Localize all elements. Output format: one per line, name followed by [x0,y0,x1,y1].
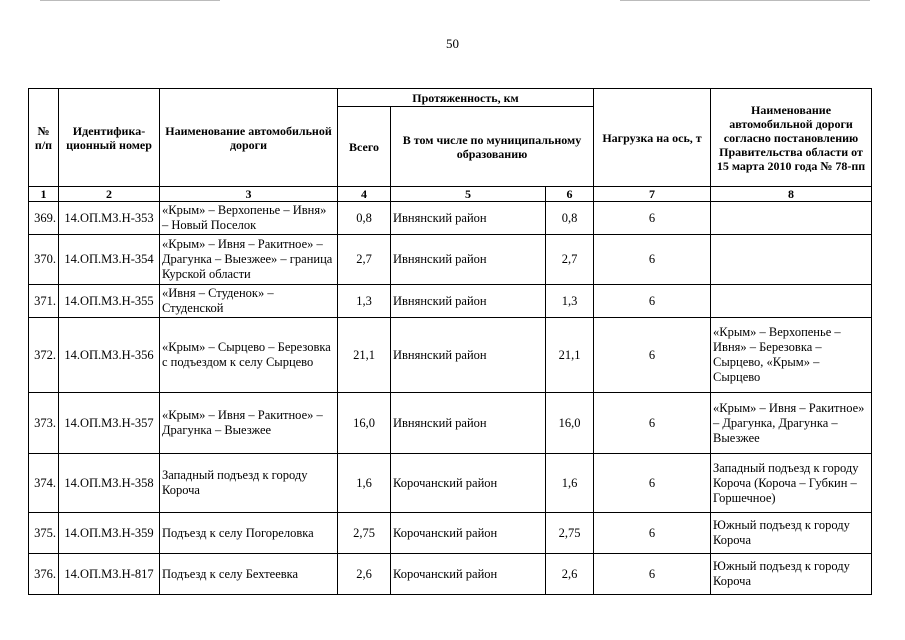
header-gov-name: Наименование автомобильной дороги согласно постановлению Правительства области от 15 марта 2010 года № 78-пп [711,89,872,187]
row-road-name: Подъезд к селу Бехтеевка [160,554,338,595]
row-gov-name: «Крым» – Ивня – Ракитное» – Драгунка, Драгунка – Выезжее [711,393,872,454]
row-road-name: «Крым» – Ивня – Ракитное» – Драгунка – Выезжее [160,393,338,454]
header-axle-load: Нагрузка на ось, т [594,89,711,187]
row-gov-name [711,202,872,235]
row-gov-name: «Крым» – Верхопенье – Ивня» – Березовка – Сырцево, «Крым» – Сырцево [711,318,872,393]
row-num: 370. [29,235,59,285]
row-km: 2,75 [546,513,594,554]
row-ident: 14.ОП.МЗ.Н-357 [59,393,160,454]
page-number: 50 [446,36,459,51]
header-total: Всего [338,107,391,187]
row-load: 6 [594,202,711,235]
row-km: 1,3 [546,285,594,318]
scan-top-edge [40,0,220,1]
row-total: 21,1 [338,318,391,393]
header-ident: Идентифика-ционный номер [59,89,160,187]
row-num: 374. [29,454,59,513]
row-ident: 14.ОП.МЗ.Н-355 [59,285,160,318]
row-total: 16,0 [338,393,391,454]
row-ident: 14.ОП.МЗ.Н-356 [59,318,160,393]
row-ident: 14.ОП.МЗ.Н-353 [59,202,160,235]
row-district: Ивнянский район [391,285,546,318]
column-number: 4 [338,187,391,202]
table-row [29,393,872,454]
row-road-name: «Крым» – Сырцево – Березовка с подъездом к селу Сырцево [160,318,338,393]
row-num: 372. [29,318,59,393]
header-municipal: В том числе по муниципальному образованию [391,107,594,187]
header-num: № п/п [29,89,59,187]
row-road-name: «Крым» – Ивня – Ракитное» – Драгунка – Выезжее» – граница Курской области [160,235,338,285]
row-ident: 14.ОП.МЗ.Н-817 [59,554,160,595]
table-row [29,202,872,235]
row-ident: 14.ОП.МЗ.Н-359 [59,513,160,554]
row-gov-name: Южный подъезд к городу Короча [711,554,872,595]
row-km: 21,1 [546,318,594,393]
row-km: 16,0 [546,393,594,454]
row-num: 369. [29,202,59,235]
column-number: 6 [546,187,594,202]
row-km: 2,6 [546,554,594,595]
table-row [29,554,872,595]
row-total: 0,8 [338,202,391,235]
header-length: Протяженность, км [338,89,594,107]
row-gov-name: Западный подъезд к городу Короча (Короча – Губкин – Горшечное) [711,454,872,513]
row-district: Корочанский район [391,554,546,595]
row-road-name: Подъезд к селу Погореловка [160,513,338,554]
table-row [29,513,872,554]
row-km: 1,6 [546,454,594,513]
row-total: 1,6 [338,454,391,513]
row-ident: 14.ОП.МЗ.Н-354 [59,235,160,285]
row-num: 371. [29,285,59,318]
row-load: 6 [594,454,711,513]
row-load: 6 [594,318,711,393]
table-row [29,235,872,285]
row-total: 2,75 [338,513,391,554]
row-km: 2,7 [546,235,594,285]
row-total: 2,7 [338,235,391,285]
row-district: Ивнянский район [391,318,546,393]
row-district: Корочанский район [391,513,546,554]
roads-table [28,88,872,595]
row-gov-name: Южный подъезд к городу Короча [711,513,872,554]
column-number: 1 [29,187,59,202]
row-district: Ивнянский район [391,393,546,454]
row-load: 6 [594,235,711,285]
row-load: 6 [594,513,711,554]
row-num: 375. [29,513,59,554]
row-gov-name [711,285,872,318]
row-gov-name [711,235,872,285]
row-km: 0,8 [546,202,594,235]
column-number: 8 [711,187,872,202]
row-road-name: «Крым» – Верхопенье – Ивня» – Новый Поселок [160,202,338,235]
row-total: 2,6 [338,554,391,595]
row-num: 373. [29,393,59,454]
table-row [29,285,872,318]
row-num: 376. [29,554,59,595]
column-numbers-row [29,187,872,202]
row-total: 1,3 [338,285,391,318]
row-load: 6 [594,393,711,454]
row-load: 6 [594,554,711,595]
row-road-name: «Ивня – Студенок» – Студенской [160,285,338,318]
row-load: 6 [594,285,711,318]
row-district: Ивнянский район [391,202,546,235]
row-road-name: Западный подъезд к городу Короча [160,454,338,513]
header-road-name: Наименование автомобильной дороги [160,89,338,187]
table-row [29,454,872,513]
scan-top-edge [620,0,870,1]
column-number: 7 [594,187,711,202]
row-district: Корочанский район [391,454,546,513]
column-number: 2 [59,187,160,202]
column-number: 3 [160,187,338,202]
row-district: Ивнянский район [391,235,546,285]
row-ident: 14.ОП.МЗ.Н-358 [59,454,160,513]
column-number: 5 [391,187,546,202]
table-row [29,318,872,393]
